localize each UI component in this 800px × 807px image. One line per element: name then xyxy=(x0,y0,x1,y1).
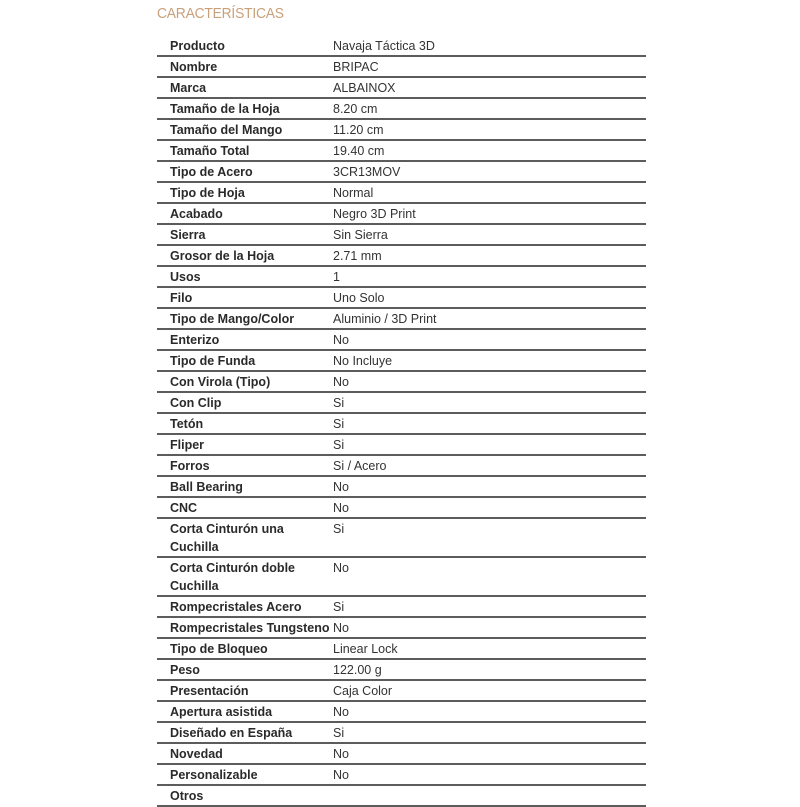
spec-value: No xyxy=(333,375,349,389)
spec-row xyxy=(157,764,646,785)
spec-row xyxy=(157,182,646,203)
spec-value: 8.20 cm xyxy=(333,102,378,116)
spec-label: Usos xyxy=(170,270,201,284)
spec-row xyxy=(157,455,646,476)
spec-label: Grosor de la Hoja xyxy=(170,249,275,263)
spec-label: Con Clip xyxy=(170,396,222,410)
spec-label: Producto xyxy=(170,39,225,53)
spec-value: Uno Solo xyxy=(333,291,385,305)
spec-row xyxy=(157,557,646,596)
spec-row xyxy=(157,203,646,224)
spec-value: No xyxy=(333,561,349,575)
spec-row xyxy=(157,476,646,497)
spec-row xyxy=(157,371,646,392)
spec-row xyxy=(157,350,646,371)
spec-label: Nombre xyxy=(170,60,218,74)
spec-value: Navaja Táctica 3D xyxy=(333,39,435,53)
spec-value: Si xyxy=(333,396,345,410)
spec-label: Sierra xyxy=(170,228,206,242)
spec-value: No xyxy=(333,768,349,782)
spec-row xyxy=(157,701,646,722)
spec-label: Filo xyxy=(170,291,193,305)
spec-row xyxy=(157,392,646,413)
spec-label: Enterizo xyxy=(170,333,220,347)
spec-label: Con Virola (Tipo) xyxy=(170,375,271,389)
spec-label: Tipo de Bloqueo xyxy=(170,642,268,656)
spec-row xyxy=(157,638,646,659)
spec-label: Peso xyxy=(170,663,200,677)
spec-label: Rompecristales Tungsteno xyxy=(170,621,330,635)
spec-row xyxy=(157,308,646,329)
spec-label: Ball Bearing xyxy=(170,480,243,494)
spec-row xyxy=(157,98,646,119)
spec-value: No xyxy=(333,480,349,494)
spec-value: Si xyxy=(333,522,345,536)
spec-value xyxy=(333,785,646,806)
spec-label: Tipo de Hoja xyxy=(170,186,245,200)
spec-row xyxy=(157,518,646,557)
specifications-body xyxy=(157,36,646,806)
spec-row xyxy=(157,659,646,680)
spec-label: Tetón xyxy=(170,417,204,431)
spec-row xyxy=(157,413,646,434)
spec-value: 122.00 g xyxy=(333,663,382,677)
spec-label: Acabado xyxy=(170,207,223,221)
spec-row xyxy=(157,722,646,743)
spec-value: 3CR13MOV xyxy=(333,165,401,179)
spec-label: Corta Cinturón una Cuchilla xyxy=(170,522,284,554)
spec-label: Apertura asistida xyxy=(170,705,273,719)
spec-value: No xyxy=(333,621,349,635)
spec-row xyxy=(157,56,646,77)
spec-row xyxy=(157,119,646,140)
spec-value: 11.20 cm xyxy=(333,123,384,137)
spec-row xyxy=(157,161,646,182)
spec-value: 1 xyxy=(333,270,340,284)
spec-value: ALBAINOX xyxy=(333,81,396,95)
spec-value: No xyxy=(333,501,349,515)
specifications-table xyxy=(157,36,646,807)
spec-value: No xyxy=(333,747,349,761)
spec-label: Fliper xyxy=(170,438,205,452)
spec-row xyxy=(157,287,646,308)
spec-row xyxy=(157,497,646,518)
spec-row xyxy=(157,224,646,245)
spec-value: Si / Acero xyxy=(333,459,387,473)
spec-value: Linear Lock xyxy=(333,642,398,656)
spec-value: Negro 3D Print xyxy=(333,207,416,221)
spec-value: Sin Sierra xyxy=(333,228,388,242)
spec-value: Si xyxy=(333,726,345,740)
spec-label: Tamaño Total xyxy=(170,144,250,158)
spec-value: BRIPAC xyxy=(333,60,379,74)
spec-row xyxy=(157,743,646,764)
spec-label: Rompecristales Acero xyxy=(170,600,302,614)
spec-value: Si xyxy=(333,600,345,614)
spec-row xyxy=(157,329,646,350)
spec-row xyxy=(157,785,646,806)
spec-row xyxy=(157,36,646,56)
spec-row xyxy=(157,596,646,617)
spec-row xyxy=(157,617,646,638)
spec-label: Tipo de Funda xyxy=(170,354,256,368)
spec-value: No Incluye xyxy=(333,354,393,368)
spec-value: Si xyxy=(333,417,345,431)
spec-row xyxy=(157,680,646,701)
spec-value: No xyxy=(333,333,349,347)
spec-label: Otros xyxy=(170,789,204,803)
spec-label: Marca xyxy=(170,81,207,95)
spec-value: Si xyxy=(333,438,345,452)
spec-value: Aluminio / 3D Print xyxy=(333,312,437,326)
spec-row xyxy=(157,245,646,266)
spec-label: Presentación xyxy=(170,684,249,698)
spec-label: CNC xyxy=(170,501,198,515)
spec-value: 19.40 cm xyxy=(333,144,385,158)
spec-label: Diseñado en España xyxy=(170,726,293,740)
spec-label: Personalizable xyxy=(170,768,258,782)
spec-label: Tamaño del Mango xyxy=(170,123,283,137)
section-title: CARACTERÍSTICAS xyxy=(157,5,284,22)
spec-value: 2.71 mm xyxy=(333,249,382,263)
spec-label: Novedad xyxy=(170,747,223,761)
spec-row xyxy=(157,77,646,98)
spec-label: Corta Cinturón doble Cuchilla xyxy=(170,561,295,593)
spec-row xyxy=(157,434,646,455)
spec-label: Tipo de Acero xyxy=(170,165,253,179)
spec-label: Forros xyxy=(170,459,210,473)
spec-label: Tamaño de la Hoja xyxy=(170,102,280,116)
spec-value: No xyxy=(333,705,349,719)
spec-value: Normal xyxy=(333,186,374,200)
spec-row xyxy=(157,266,646,287)
spec-value: Caja Color xyxy=(333,684,393,698)
spec-label: Tipo de Mango/Color xyxy=(170,312,295,326)
spec-row xyxy=(157,140,646,161)
